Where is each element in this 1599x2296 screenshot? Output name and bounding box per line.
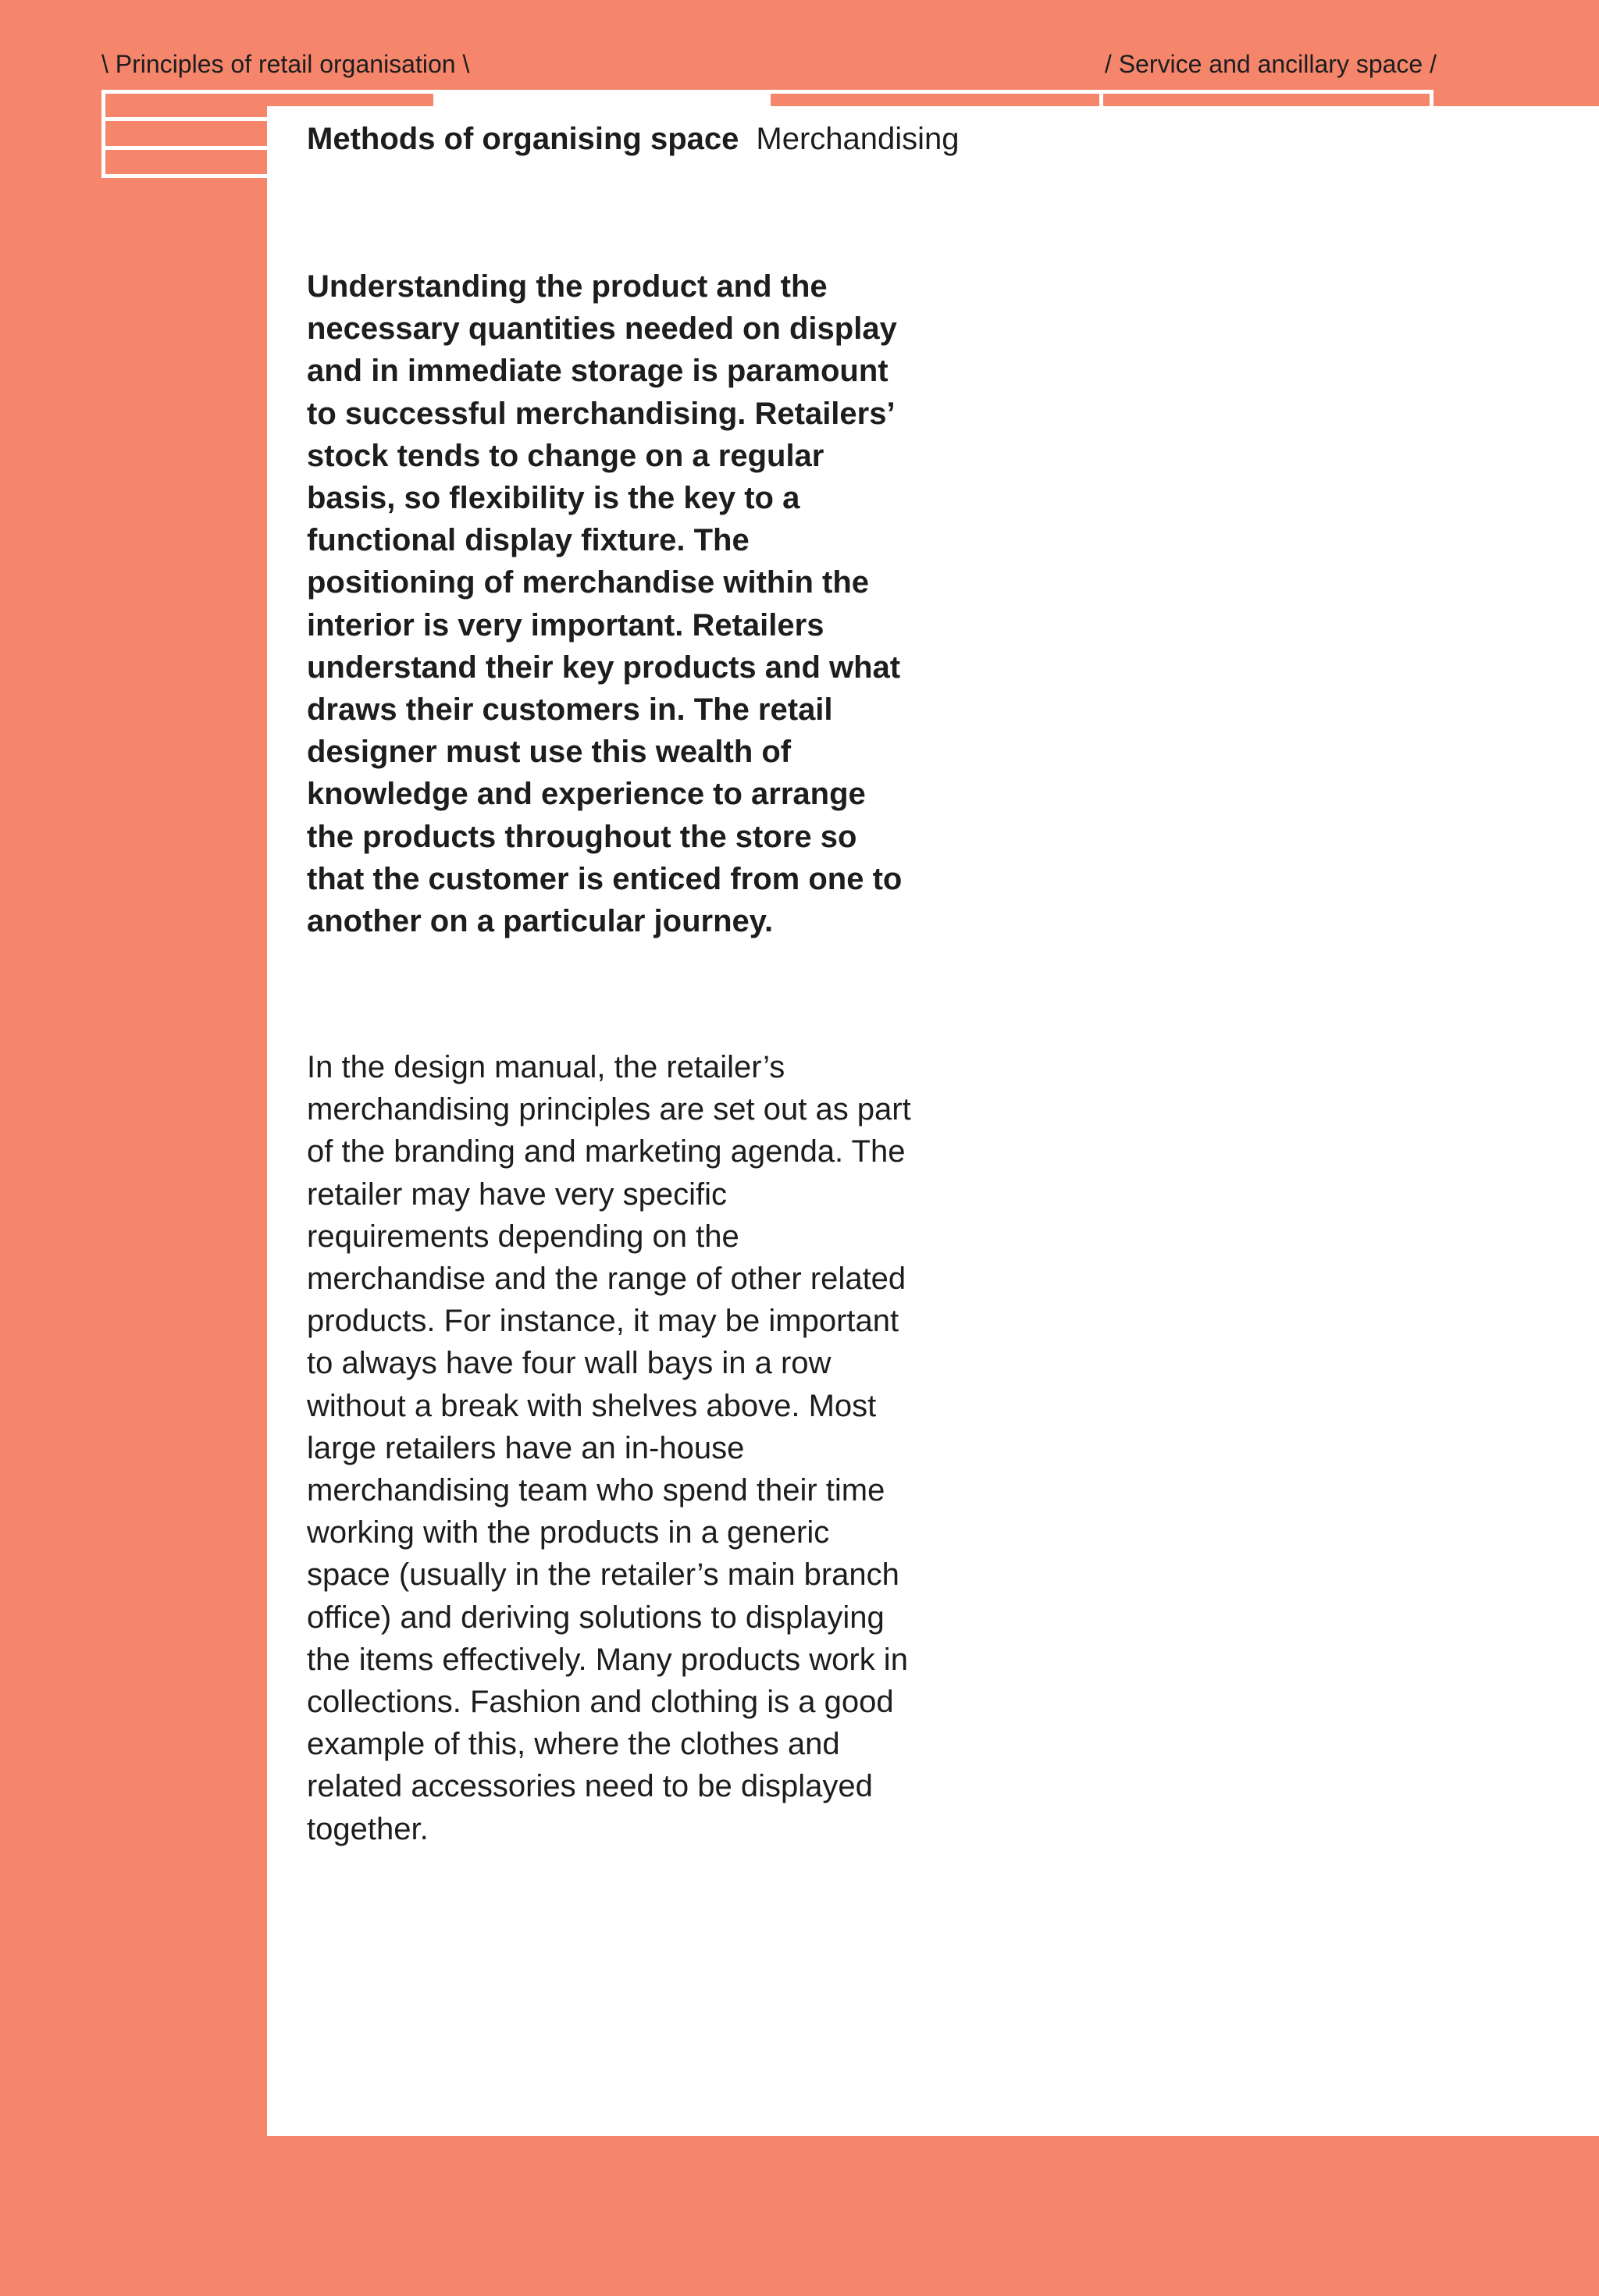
grid-rule bbox=[101, 90, 105, 178]
running-head-right: / Service and ancillary space / bbox=[1104, 50, 1437, 78]
body-paragraph: In the design manual, the retailer’s merchandising principles are set out as part of the branding and marketing agenda. The retailer may have very specific requirements depending on the merchandise and the range of other related products. For instance, it may be important to always have four wall bays in a row without a break with shelves above. Most large retailers have an in-house merchandising team who spend their time working with the products in a generic space (usually in the retailer’s main branch office) and deriving solutions to displaying the items effectively. Many products work in collections. Fashion and clothing is a good example of this, where the clothes and related accessories need to be displayed together. bbox=[307, 1050, 911, 1846]
section-header bbox=[307, 119, 960, 159]
grid-rule bbox=[433, 90, 771, 106]
grid-rule bbox=[101, 117, 270, 121]
running-head-left: \ Principles of retail organisation \ bbox=[101, 50, 470, 78]
grid-rule bbox=[1099, 90, 1103, 106]
section-subtitle: Merchandising bbox=[756, 122, 960, 156]
grid-rule bbox=[101, 174, 270, 178]
grid-rule bbox=[101, 146, 270, 150]
intro-paragraph: Understanding the product and the necessary quantities needed on display and in immediate storage is paramount to successful merchandising. Retailers’ stock tends to change on a regular basis, so flexibility is the key to a functional display fixture. The positioning of merchandise within the interior is very important. Retailers understand their key products and what draws their customers in. The retail designer must use this wealth of knowledge and experience to arrange the products throughout the store so that the customer is enticed from one to another on a particular journey. bbox=[307, 269, 903, 939]
section-title: Methods of organising space bbox=[307, 122, 739, 156]
grid-rule bbox=[1430, 90, 1433, 106]
